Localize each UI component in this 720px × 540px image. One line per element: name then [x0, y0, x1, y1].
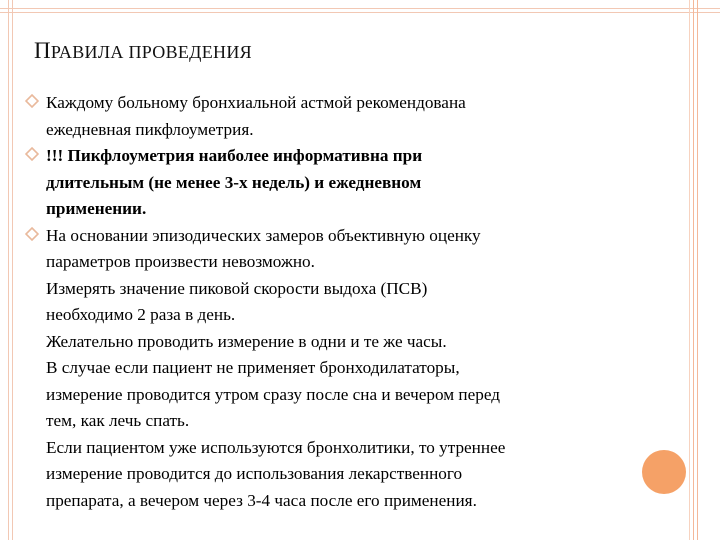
frame-top-line	[0, 8, 720, 9]
bullet-text-line: измерение проводится утром сразу после сна и вечером перед	[46, 384, 500, 404]
bullet-text-line: Измерять значение пиковой скорости выдоха (ПСВ)	[46, 278, 428, 298]
bullet-list	[22, 90, 652, 514]
bullet-item	[22, 90, 652, 143]
bullet-text-line: применении.	[46, 199, 147, 218]
bullet-text-line: ежедневная пикфлоуметрия.	[46, 119, 254, 139]
slide-title-initial: П	[34, 38, 51, 63]
bullet-text-line: измерение проводится до использования лекарственного	[46, 464, 463, 483]
bullet-item	[22, 223, 652, 515]
bullet-text-line: Каждому больному бронхиальной астмой рекомендована	[46, 93, 466, 112]
diamond-bullet-icon	[25, 94, 39, 108]
diamond-bullet-icon	[25, 227, 39, 241]
bullet-text-line: длительным (не менее 3-х недель) и ежедневном	[46, 172, 422, 192]
frame-left-line	[8, 0, 9, 540]
bullet-text-line: В случае если пациент не применяет бронходилататоры,	[46, 358, 460, 377]
bullet-text-line: параметров произвести невозможно.	[46, 252, 315, 271]
bullet-text-line: !!! Пикфлоуметрия наиболее информативна при	[46, 146, 423, 165]
frame-left-line-inner	[12, 0, 13, 540]
frame-right-line	[693, 0, 694, 540]
bullet-item	[22, 143, 652, 223]
decorative-orange-circle	[642, 450, 686, 494]
frame-right-line-outer	[689, 0, 690, 540]
bullet-text-line: препарата, а вечером через 3-4 часа после его применения.	[46, 490, 477, 510]
slide-title	[34, 38, 252, 64]
bullet-text-line: необходимо 2 раза в день.	[46, 305, 236, 324]
bullet-text-line: На основании эпизодических замеров объективную оценку	[46, 225, 481, 245]
bullet-text-line: Желательно проводить измерение в одни и те же часы.	[46, 331, 447, 351]
slide-title-rest: РАВИЛА ПРОВЕДЕНИЯ	[50, 42, 252, 62]
frame-top-line-inner	[0, 12, 720, 13]
diamond-bullet-icon	[25, 147, 39, 161]
frame-right-line-inner	[697, 0, 698, 540]
bullet-text-line: Если пациентом уже используются бронхолитики, то утреннее	[46, 437, 506, 457]
bullet-text-line: тем, как лечь спать.	[46, 411, 190, 430]
